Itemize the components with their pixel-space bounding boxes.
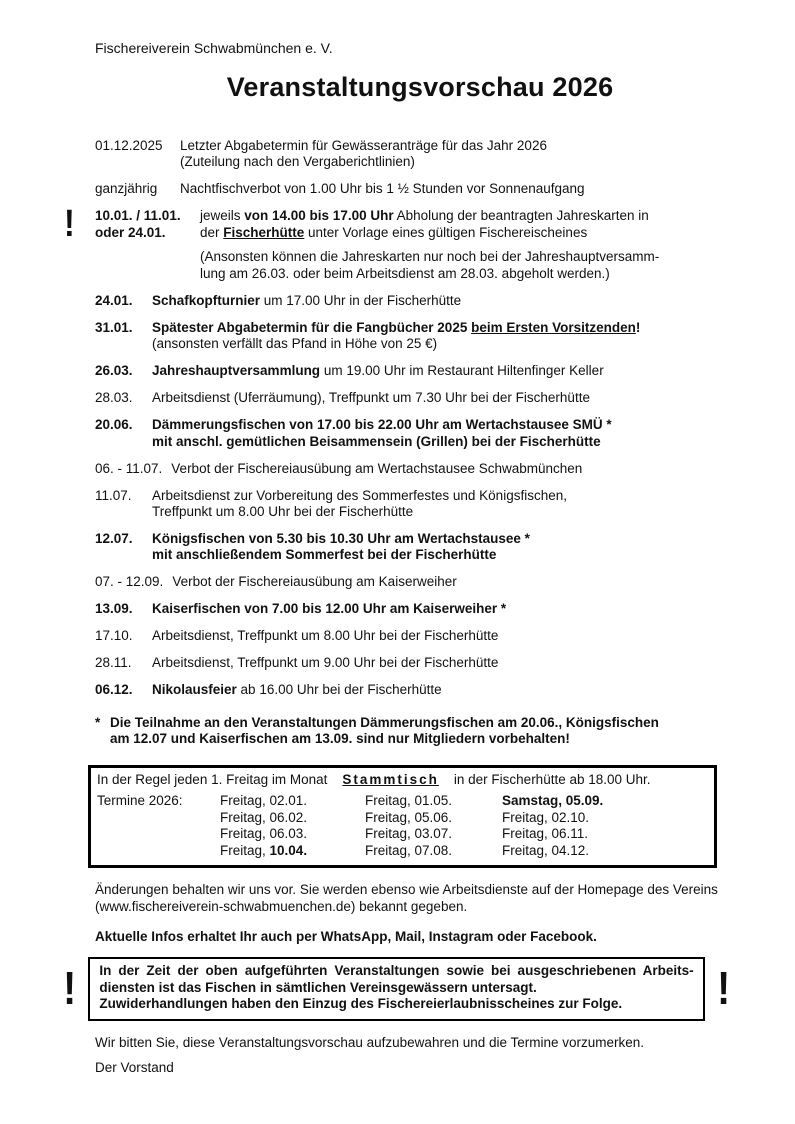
event-date bbox=[95, 138, 180, 171]
stammtisch-intro-suffix: in der Fischerhütte ab 18.00 Uhr. bbox=[453, 771, 651, 787]
event-text-line bbox=[200, 225, 745, 241]
stammtisch-date bbox=[502, 826, 708, 842]
event-date bbox=[95, 208, 200, 282]
event-row bbox=[95, 461, 745, 477]
closing-text: Wir bitten Sie, diese Veranstaltungsvorschau aufzubewahren und die Termine vorzumerken. bbox=[95, 1034, 645, 1050]
event-text-block bbox=[152, 293, 745, 309]
text-segment: von 14.00 bis 17.00 Uhr bbox=[244, 208, 394, 224]
event-date-line: 12.07. bbox=[95, 530, 133, 546]
event-description bbox=[152, 363, 745, 379]
event-date-line: 20.06. bbox=[95, 417, 133, 433]
text-segment: mit anschl. gemütlichen Beisammensein (Grillen) bei der Fischerhütte bbox=[152, 433, 601, 449]
event-text-block bbox=[200, 208, 745, 241]
event-row bbox=[95, 655, 745, 671]
event-text-line bbox=[152, 417, 745, 433]
text-segment: Jahreshauptversammlung bbox=[152, 363, 321, 379]
event-text-line bbox=[152, 628, 745, 644]
event-text-line bbox=[180, 154, 745, 170]
footnote-star-icon: * bbox=[95, 714, 101, 730]
event-date-line: 06. - 11.07. bbox=[95, 460, 163, 476]
event-text-line bbox=[200, 208, 745, 224]
event-text-block bbox=[152, 363, 745, 379]
text-segment: Verbot der Fischereiausübung am Wertachstausee Schwabmünchen bbox=[171, 460, 583, 476]
event-date bbox=[95, 390, 152, 406]
stammtisch-columns bbox=[220, 793, 708, 859]
stammtisch-date bbox=[502, 810, 708, 826]
event-text-block bbox=[152, 531, 745, 564]
text-segment: Freitag, 04.12. bbox=[502, 842, 590, 858]
event-row bbox=[95, 628, 745, 644]
event-row bbox=[95, 417, 745, 450]
event-date bbox=[95, 682, 152, 698]
event-date-line: 06.12. bbox=[95, 682, 133, 698]
event-text-line bbox=[152, 293, 745, 309]
event-text-block bbox=[152, 488, 745, 521]
event-date-line: 10.01. / 11.01. bbox=[95, 208, 181, 224]
event-text-block bbox=[152, 417, 745, 450]
text-segment: Freitag, 02.01. bbox=[220, 793, 308, 809]
text-segment: Treffpunkt um 8.00 Uhr bei der Fischerhütte bbox=[152, 504, 414, 520]
events-list bbox=[64, 138, 745, 699]
text-segment: Freitag, 05.06. bbox=[365, 809, 453, 825]
stammtisch-column bbox=[365, 793, 502, 859]
stammtisch-box bbox=[88, 765, 717, 868]
event-date bbox=[95, 461, 171, 477]
text-segment: Freitag, 06.11. bbox=[502, 826, 589, 842]
footnote-text bbox=[110, 715, 659, 748]
exclamation-icon: ! bbox=[64, 203, 75, 246]
event-date-line: 01.12.2025 bbox=[95, 138, 163, 154]
event-description bbox=[152, 390, 745, 406]
stammtisch-label: Termine 2026: bbox=[97, 793, 183, 809]
stammtisch-date bbox=[220, 843, 365, 859]
event-text-line bbox=[152, 336, 745, 352]
stammtisch-intro-prefix: In der Regel jeden 1. Freitag im Monat bbox=[97, 771, 328, 787]
event-date-line: oder 24.01. bbox=[95, 224, 166, 240]
text-segment: Arbeitsdienst zur Vorbereitung des Sommerfestes und Königsfischen, bbox=[152, 487, 567, 503]
stammtisch-date bbox=[502, 843, 708, 859]
event-text-line bbox=[152, 488, 745, 504]
text-segment: Nikolausfeier bbox=[152, 682, 237, 698]
stammtisch-date bbox=[220, 793, 365, 809]
event-text-line bbox=[152, 390, 745, 406]
event-row bbox=[95, 488, 745, 521]
stammtisch-date bbox=[502, 793, 708, 809]
event-date-line: 24.01. bbox=[95, 292, 133, 308]
text-segment: Nachtfischverbot von 1.00 Uhr bis 1 ½ Stunden vor Sonnenaufgang bbox=[180, 181, 585, 197]
event-text-line bbox=[152, 601, 745, 617]
event-date bbox=[95, 181, 180, 197]
event-text-line bbox=[152, 531, 745, 547]
event-text-block bbox=[152, 390, 745, 406]
text-segment: (Zuteilung nach den Vergaberichtlinien) bbox=[180, 154, 415, 170]
event-date bbox=[95, 488, 152, 521]
event-text-block bbox=[172, 574, 745, 590]
stammtisch-column bbox=[502, 793, 708, 859]
event-date bbox=[95, 601, 152, 617]
event-date-line: 13.09. bbox=[95, 601, 133, 617]
event-description bbox=[152, 682, 745, 698]
event-date-line: 28.11. bbox=[95, 655, 132, 671]
event-description bbox=[180, 138, 745, 171]
event-text-line bbox=[180, 181, 745, 197]
exclamation-icon: ! bbox=[63, 962, 77, 1015]
text-segment: beim Ersten Vorsitzenden bbox=[471, 319, 636, 335]
footnote-line: Die Teilnahme an den Veranstaltungen Dämmerungsfischen am 20.06., Königsfischen bbox=[110, 714, 659, 730]
event-text-line bbox=[152, 682, 745, 698]
text-segment: Arbeitsdienst, Treffpunkt um 8.00 Uhr bei der Fischerhütte bbox=[152, 628, 499, 644]
event-date bbox=[95, 655, 152, 671]
event-row bbox=[95, 138, 745, 171]
event-description bbox=[152, 601, 745, 617]
event-row bbox=[64, 203, 745, 282]
event-text-block bbox=[152, 628, 745, 644]
stammtisch-date bbox=[365, 793, 502, 809]
text-segment: Freitag, bbox=[220, 842, 270, 858]
event-text-line bbox=[171, 461, 745, 477]
event-row bbox=[95, 682, 745, 698]
event-text-block bbox=[152, 320, 745, 353]
event-date-line: 28.03. bbox=[95, 390, 133, 406]
changes-note: Änderungen behalten wir uns vor. Sie werden ebenso wie Arbeitsdienste auf der Homepage des Vereins (www.fischereiverein-schwabmuenchen.de) bekannt gegeben. bbox=[95, 882, 718, 914]
text-segment: 10.04. bbox=[269, 842, 308, 858]
event-description bbox=[172, 574, 745, 590]
event-text-block bbox=[152, 682, 745, 698]
stammtisch-date bbox=[365, 843, 502, 859]
event-row bbox=[95, 181, 745, 197]
stammtisch-column bbox=[220, 793, 365, 859]
event-date bbox=[95, 363, 152, 379]
event-text-line bbox=[180, 138, 745, 154]
text-segment: Arbeitsdienst (Uferräumung), Treffpunkt um 7.30 Uhr bei der Fischerhütte bbox=[152, 390, 590, 406]
event-row bbox=[95, 293, 745, 309]
event-date-line: ganzjährig bbox=[95, 181, 158, 197]
text-segment: Abholung der beantragten Jahreskarten in bbox=[393, 208, 649, 224]
event-date bbox=[95, 531, 152, 564]
stammtisch-date bbox=[365, 826, 502, 842]
event-text-block bbox=[152, 655, 745, 671]
event-row bbox=[95, 574, 745, 590]
stammtisch-date bbox=[220, 810, 365, 826]
footnote-line: am 12.07 und Kaiserfischen am 13.09. sind nur Mitgliedern vorbehalten! bbox=[110, 731, 570, 747]
event-text-block bbox=[152, 601, 745, 617]
event-text-line bbox=[200, 266, 745, 282]
event-description bbox=[152, 488, 745, 521]
event-date bbox=[95, 574, 172, 590]
event-text-line bbox=[152, 504, 745, 520]
event-description bbox=[152, 320, 745, 353]
text-segment: der bbox=[200, 224, 224, 240]
event-text-line bbox=[152, 320, 745, 336]
stammtisch-title: Stammtisch bbox=[342, 771, 439, 787]
text-segment: lung am 26.03. oder beim Arbeitsdienst am 28.03. abgeholt werden.) bbox=[200, 265, 610, 281]
event-text-block bbox=[171, 461, 745, 477]
stammtisch-intro bbox=[97, 772, 708, 788]
event-row bbox=[95, 390, 745, 406]
text-segment: Freitag, 07.08. bbox=[365, 842, 453, 858]
event-date bbox=[95, 293, 152, 309]
text-segment: Freitag, 06.03. bbox=[220, 826, 308, 842]
event-date-line: 31.01. bbox=[95, 319, 133, 335]
warning-paragraph: Zuwiderhandlungen haben den Einzug des Fischereierlaubnisscheines zur Folge. bbox=[99, 996, 623, 1012]
event-text-line bbox=[152, 363, 745, 379]
text-segment: Freitag, 02.10. bbox=[502, 809, 590, 825]
text-segment: Freitag, 01.05. bbox=[365, 793, 453, 809]
text-segment: Samstag, 05.09. bbox=[502, 793, 604, 809]
page-title: Veranstaltungsvorschau 2026 bbox=[226, 72, 614, 103]
text-segment: jeweils bbox=[200, 208, 245, 224]
footnote bbox=[95, 715, 745, 748]
text-segment: (Ansonsten können die Jahreskarten nur noch bei der Jahreshauptversamm- bbox=[200, 249, 660, 265]
event-text-block bbox=[180, 138, 745, 171]
event-text-block bbox=[200, 249, 745, 282]
event-date-line: 11.07. bbox=[95, 487, 132, 503]
event-description bbox=[171, 461, 745, 477]
text-segment: Letzter Abgabetermin für Gewässeranträge für das Jahr 2026 bbox=[180, 138, 547, 154]
event-description bbox=[152, 417, 745, 450]
text-segment: Dämmerungsfischen von 17.00 bis 22.00 Uhr am Wertachstausee SMÜ * bbox=[152, 417, 612, 433]
event-text-line bbox=[152, 655, 745, 671]
event-date bbox=[95, 417, 152, 450]
info-note: Aktuelle Infos erhaltet Ihr auch per WhatsApp, Mail, Instagram oder Facebook. bbox=[95, 928, 597, 944]
text-segment: (ansonsten verfällt das Pfand in Höhe von 25 €) bbox=[152, 336, 438, 352]
event-date bbox=[95, 628, 152, 644]
text-segment: Fischerhütte bbox=[223, 224, 305, 240]
text-segment: ab 16.00 Uhr bei der Fischerhütte bbox=[236, 682, 442, 698]
text-segment: Freitag, 06.02. bbox=[220, 809, 308, 825]
event-text-line bbox=[200, 249, 745, 265]
warning-section bbox=[62, 957, 731, 1020]
warning-box bbox=[88, 957, 704, 1020]
text-segment: um 19.00 Uhr im Restaurant Hiltenfinger Keller bbox=[320, 363, 604, 379]
event-description bbox=[180, 181, 745, 197]
text-segment: Spätester Abgabetermin für die Fangbücher 2025 bbox=[152, 319, 472, 335]
event-description bbox=[200, 208, 745, 282]
event-date-line: 07. - 12.09. bbox=[95, 574, 164, 590]
text-segment: Königsfischen von 5.30 bis 10.30 Uhr am Wertachstausee * bbox=[152, 530, 530, 546]
event-text-line bbox=[152, 547, 745, 563]
event-date-line: 26.03. bbox=[95, 363, 133, 379]
event-row bbox=[95, 363, 745, 379]
event-description bbox=[152, 293, 745, 309]
exclamation-icon: ! bbox=[716, 962, 730, 1015]
warning-paragraph: In der Zeit der oben aufgeführten Veranstaltungen sowie bei ausgeschriebenen Arbeits-diensten ist das Fischen in sämtlichen Vereinsgewässern untersagt. bbox=[99, 963, 694, 995]
event-row bbox=[95, 531, 745, 564]
text-segment: Arbeitsdienst, Treffpunkt um 9.00 Uhr bei der Fischerhütte bbox=[152, 655, 499, 671]
stammtisch-schedule bbox=[97, 793, 708, 859]
stammtisch-date bbox=[365, 810, 502, 826]
event-text-block bbox=[180, 181, 745, 197]
stammtisch-date bbox=[220, 826, 365, 842]
event-text-line bbox=[172, 574, 745, 590]
text-segment: Schafkopfturnier bbox=[152, 292, 261, 308]
event-description bbox=[152, 655, 745, 671]
text-segment: Freitag, 03.07. bbox=[365, 826, 453, 842]
text-segment: Kaiserfischen von 7.00 bis 12.00 Uhr am Kaiserweiher * bbox=[152, 601, 507, 617]
text-segment: Verbot der Fischereiausübung am Kaiserweiher bbox=[172, 574, 457, 590]
event-row bbox=[95, 601, 745, 617]
text-segment: um 17.00 Uhr in der Fischerhütte bbox=[260, 292, 462, 308]
text-segment: ! bbox=[635, 319, 641, 335]
text-segment: mit anschließendem Sommerfest bei der Fischerhütte bbox=[152, 547, 497, 563]
event-date bbox=[95, 320, 152, 353]
event-description bbox=[152, 531, 745, 564]
event-description bbox=[152, 628, 745, 644]
org-name: Fischereiverein Schwabmünchen e. V. bbox=[95, 40, 333, 56]
event-date-line: 17.10. bbox=[95, 628, 133, 644]
signature: Der Vorstand bbox=[95, 1060, 174, 1076]
text-segment: unter Vorlage eines gültigen Fischereischeines bbox=[304, 224, 588, 240]
event-text-line bbox=[152, 434, 745, 450]
event-row bbox=[95, 320, 745, 353]
